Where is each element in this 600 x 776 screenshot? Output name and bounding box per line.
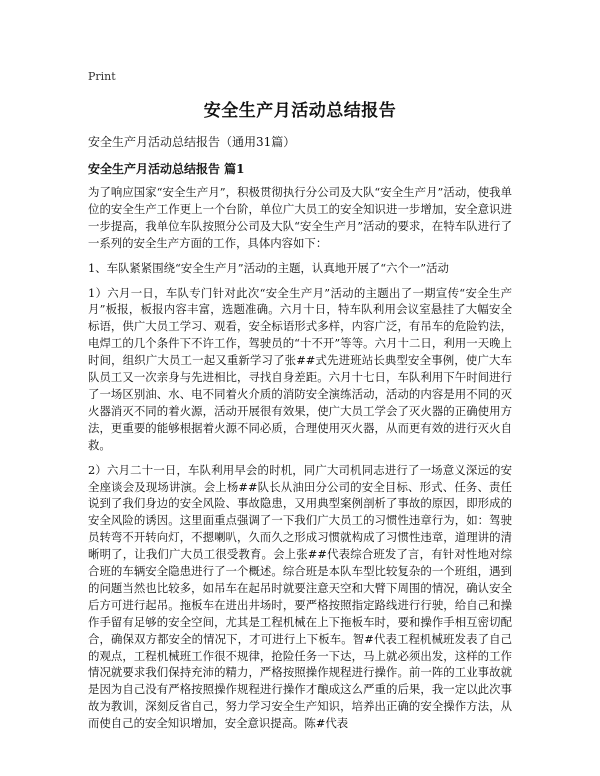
paragraph-item-1-1: 1）六月一日，车队专门针对此次“安全生产月”活动的主题出了一期宣传“安全生产月”板报，板报内容丰富，选题准确。六月十日，特车队利用会议室悬挂了大幅安全标语，供广大员工学习、观看，安全标语形式多样，内容广泛，有吊车的危险钓法，电焊工的几个条件下不许工作，驾驶员的“十不开”等等。六月十二日，利用一天晚上时间，组织广大员工一起又重新学习了张##式先进班站长典型安全事例，使广大车队员工又一次亲身与先进相比，寻找自身差距。六月十七日，车队利用下午时间进行了一场区别油、水、电不同着火介质的消防安全演练活动，活动的内容是用不同的灭火器消灭不同的着火源，活动开展很有效果，使广大员工学会了灭火器的正确使用方法，更重要的能够根据着火源不同必质，合理使用灭火器，从而更有效的进行灭火自救。 xyxy=(88,285,512,452)
document-body xyxy=(88,184,512,740)
paragraph-intro: 为了响应国家“安全生产月”，积极贯彻执行分公司及大队“安全生产月”活动，使我单位的安全生产工作更上一个台阶，单位广大员工的安全知识进一步增加，安全意识进一步提高，我单位车队按照分公司及大队“安全生产月”活动的要求，在特车队进行了一系列的安全生产方面的工作，具体内容如下： xyxy=(88,185,512,250)
page-title: 安全生产月活动总结报告 xyxy=(203,101,397,121)
print-label[interactable]: Print xyxy=(88,70,116,83)
document-subtitle: 安全生产月活动总结报告（通用31篇） xyxy=(88,135,296,149)
paragraph-item-1: 1、车队紧紧围绕“安全生产月”活动的主题，认真地开展了“六个一”活动 xyxy=(88,260,449,275)
paragraph-item-1-2: 2）六月二十一日，车队利用早会的时机，同广大司机同志进行了一场意义深远的安全座谈会及现场讲演。会上杨##队长从油田分公司的安全目标、形式、任务、责任说到了我们身边的安全风险、事故隐患，又用典型案例剖析了事故的原因，即形成的安全风险的诱因。这里面重点强调了一下我们广大员工的习惯性违章行为，如：驾驶员转弯不开转向灯，不摁喇叭，久而久之形成习惯就构成了习惯性违章，道理讲的清晰明了，让我们广大员工很受教育。会上张##代表综合班发了言，有针对性地对综合班的车辆安全隐患进行了一个概述。综合班是本队车型比较复杂的一个班组，遇到的问题当然也比较多，如吊车在起吊时就要注意天空和大臂下周围的情况，确认安全后方可进行起吊。拖板车在进出井场时，要严格按照指定路线进行行驶，给自己和操作手留有足够的安全空间，尤其是工程机械在上下拖板车时，要和操作手相互密切配合，确保双方都安全的情况下，才可进行上下板车。智#代表工程机械班发表了自己的观点，工程机械班工作很不规律，抢险任务一下达，马上就必须出发，这样的工作情况就要求我们保持充沛的精力，严格按照操作规程进行操作。前一阵的工业事故就是因为自己没有严格按照操作规程进行操作才酿成这么严重的后果，我一定以此次事故为教训，深刻反省自己，努力学习安全生产知识，培养出正确的安全操作方法，从而使自己的安全知识增加，安全意识提高。陈#代表 xyxy=(88,462,512,731)
section-heading: 安全生产月活动总结报告 篇1 xyxy=(88,162,245,176)
